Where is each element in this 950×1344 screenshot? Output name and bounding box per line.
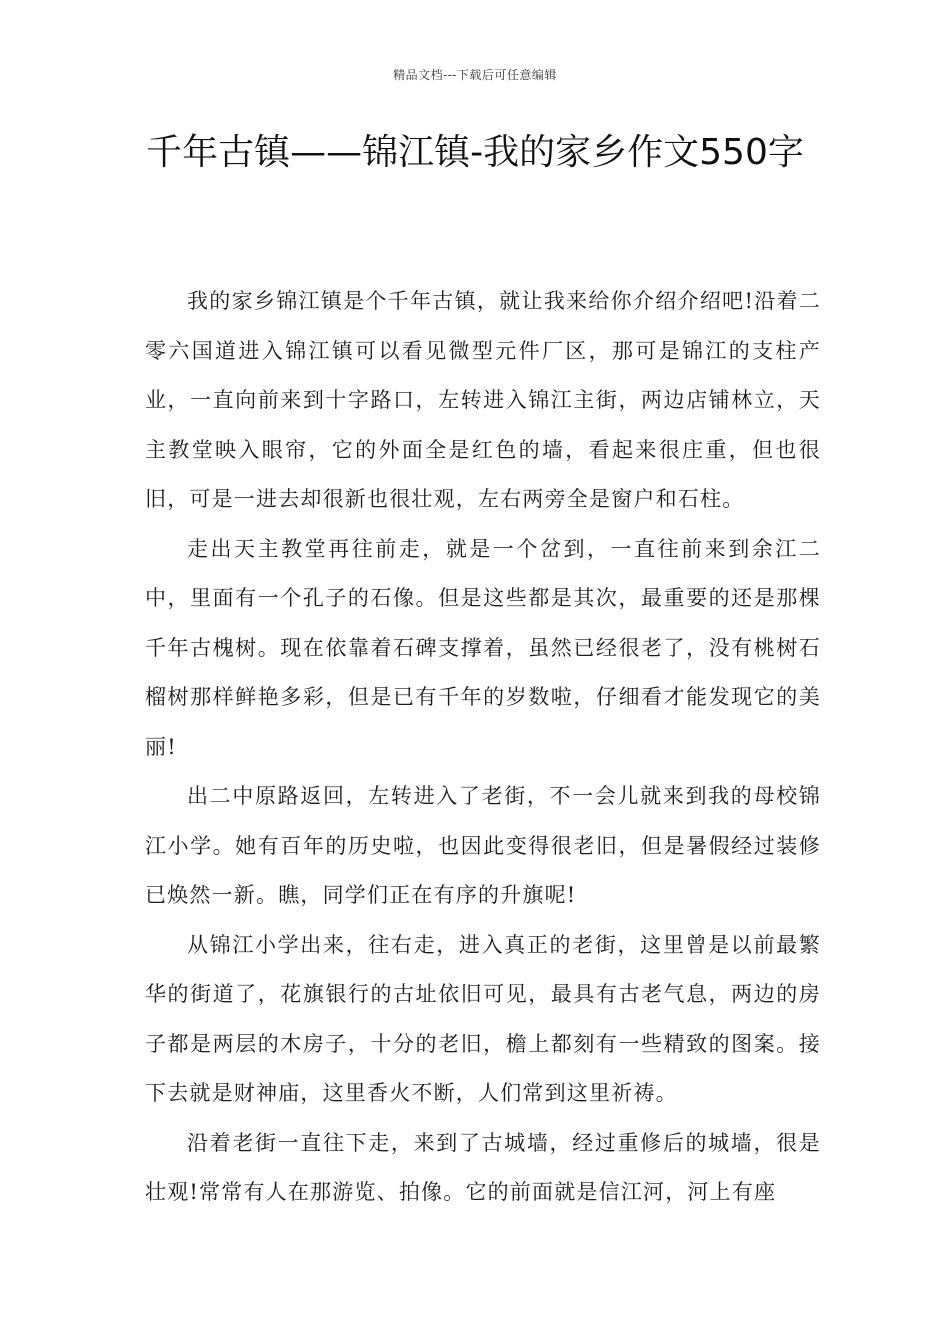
paragraph-3: 出二中原路返回，左转进入了老街，不一会儿就来到我的母校锦江小学。她有百年的历史啦，也因此变得很老旧，但是暑假经过装修已焕然一新。瞧，同学们正在有序的升旗呢!: [145, 784, 821, 907]
paragraph-2: 走出天主教堂再往前走，就是一个岔到，一直往前来到余江二中，里面有一个孔子的石像。但是这些都是其次，最重要的还是那棵千年古槐树。现在依靠着石碑支撑着，虽然已经很老了，没有桃树石榴树那样鲜艳多彩，但是已有千年的岁数啦，仔细看才能发现它的美丽!: [145, 536, 821, 759]
paragraph-1: 我的家乡锦江镇是个千年古镇，就让我来给你介绍介绍吧!沿着二零六国道进入锦江镇可以看见微型元件厂区，那可是锦江的支柱产业，一直向前来到十字路口，左转进入锦江主街，两边店铺林立，天主教堂映入眼帘，它的外面全是红色的墙，看起来很庄重，但也很旧，可是一进去却很新也很壮观，左右两旁全是窗户和石柱。: [145, 289, 821, 511]
paragraph-5: 沿着老街一直往下走，来到了古城墙，经过重修后的城墙，很是壮观!常常有人在那游览、拍像。它的前面就是信江河，河上有座: [145, 1130, 821, 1204]
document-title: 千年古镇——锦江镇-我的家乡作文550字: [146, 132, 804, 173]
header-note: 精品文档---下载后可任意编辑: [393, 68, 557, 82]
paragraph-4: 从锦江小学出来，往右走，进入真正的老街，这里曾是以前最繁华的街道了，花旗银行的古址依旧可见，最具有古老气息，两边的房子都是两层的木房子，十分的老旧，檐上都刻有一些精致的图案。接下去就是财神庙，这里香火不断，人们常到这里祈祷。: [145, 932, 821, 1105]
document-body: [145, 277, 821, 1218]
